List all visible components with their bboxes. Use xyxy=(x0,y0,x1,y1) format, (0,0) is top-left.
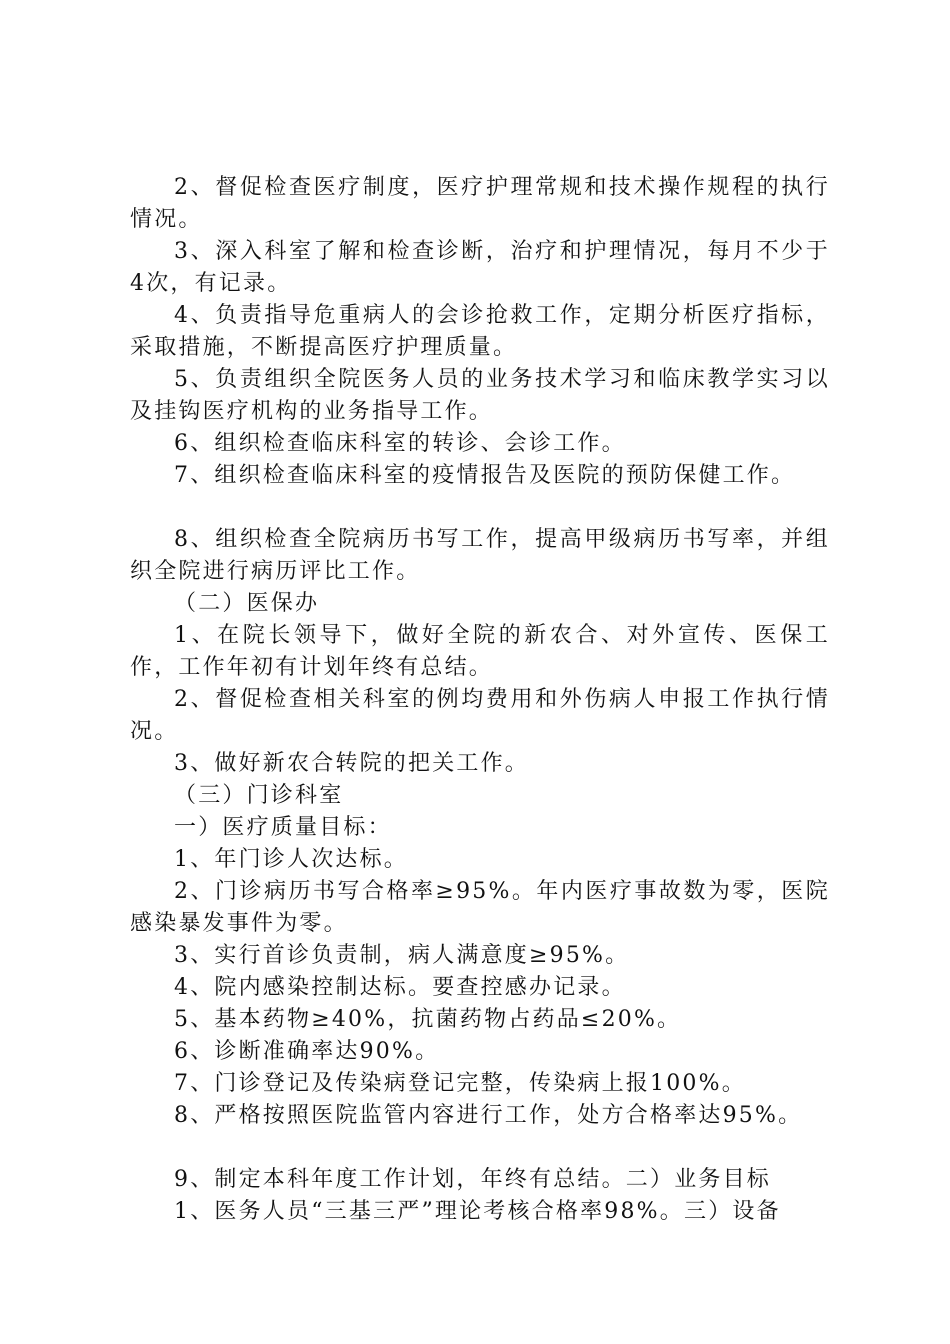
paragraph-quality-3: 3、实行首诊负责制，病人满意度≥95%。 xyxy=(174,943,630,968)
paragraph-quality-9: 9、制定本科年度工作计划，年终有总结。二）业务目标 xyxy=(174,1167,771,1192)
paragraph-duty-8: 8、组织检查全院病历书写工作，提高甲级病历书写率，并组织全院进行病历评比工作。 xyxy=(130,527,830,584)
paragraph-duty-6: 6、组织检查临床科室的转诊、会诊工作。 xyxy=(174,431,626,456)
paragraph-duty-4: 4、负责指导危重病人的会诊抢救工作，定期分析医疗指标，采取措施，不断提高医疗护理质量。 xyxy=(130,303,830,360)
paragraph-business-1: 1、医务人员“三基三严”理论考核合格率98%。三）设备 xyxy=(174,1199,781,1224)
paragraph-insurance-1: 1、在院长领导下，做好全院的新农合、对外宣传、医保工作，工作年初有计划年终有总结。 xyxy=(130,623,830,680)
paragraph-quality-8: 8、严格按照医院监管内容进行工作，处方合格率达95%。 xyxy=(174,1103,803,1128)
paragraph-quality-2: 2、门诊病历书写合格率≥95%。年内医疗事故数为零，医院感染暴发事件为零。 xyxy=(130,879,830,936)
section-heading-insurance-office: （二）医保办 xyxy=(174,591,320,616)
paragraph-quality-4: 4、院内感染控制达标。要查控感办记录。 xyxy=(174,975,626,1000)
paragraph-duty-5: 5、负责组织全院医务人员的业务技术学习和临床教学实习以及挂钩医疗机构的业务指导工作。 xyxy=(130,367,830,424)
section-heading-outpatient: （三）门诊科室 xyxy=(174,783,344,808)
paragraph-quality-1: 1、年门诊人次达标。 xyxy=(174,847,408,872)
paragraph-quality-5: 5、基本药物≥40%，抗菌药物占药品≤20%。 xyxy=(174,1007,682,1032)
paragraph-insurance-2: 2、督促检查相关科室的例均费用和外伤病人申报工作执行情况。 xyxy=(130,687,830,744)
document-body xyxy=(130,172,830,1228)
paragraph-duty-3: 3、深入科室了解和检查诊断，治疗和护理情况，每月不少于4次，有记录。 xyxy=(130,239,830,296)
paragraph-quality-7: 7、门诊登记及传染病登记完整，传染病上报100%。 xyxy=(174,1071,746,1096)
paragraph-insurance-3: 3、做好新农合转院的把关工作。 xyxy=(174,751,529,776)
subheading-quality-goals: 一）医疗质量目标： xyxy=(174,815,392,840)
paragraph-duty-2: 2、督促检查医疗制度，医疗护理常规和技术操作规程的执行情况。 xyxy=(130,175,830,232)
paragraph-quality-6: 6、诊断准确率达90%。 xyxy=(174,1039,440,1064)
paragraph-duty-7: 7、组织检查临床科室的疫情报告及医院的预防保健工作。 xyxy=(174,463,796,488)
